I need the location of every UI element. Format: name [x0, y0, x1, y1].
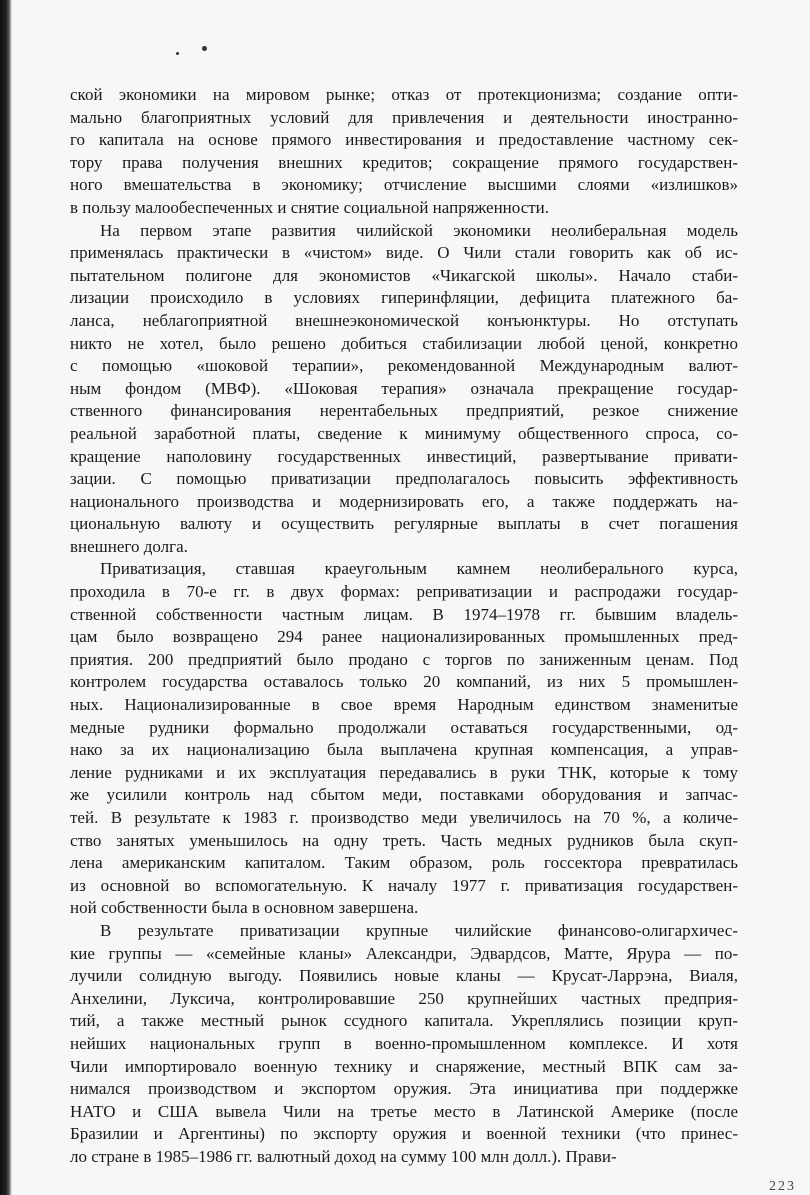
text-line: национального производства и модернизировать его, а также поддержать на- — [70, 491, 738, 511]
text-line: кращение наполовину государственных инвестиций, развертывание привати- — [70, 446, 738, 466]
text-line: Чили импортировало военную технику и снаряжение, местный ВПК сам за- — [70, 1056, 738, 1076]
paragraph — [70, 558, 738, 920]
text-line: цам было возвращено 294 ранее национализированных промышленных пред- — [70, 627, 738, 647]
text-line: НАТО и США вывела Чили на третье место в Латинской Америке (после — [70, 1101, 738, 1121]
text-line: приятия. 200 предприятий было продано с торгов по заниженным ценам. Под — [70, 649, 738, 669]
text-line: Анхелини, Луксича, контролировавшие 250 крупнейших частных предприя- — [70, 988, 738, 1008]
text-line: ной собственности была в основном завершена. — [70, 898, 419, 918]
text-line: пытательном полигоне для экономистов «Чикагской школы». Начало стаби- — [70, 265, 738, 285]
document-body — [70, 84, 738, 1169]
text-line: ных. Национализированные в свое время Народным единством знаменитые — [70, 695, 738, 715]
text-line: применялась практически в «чистом» виде. О Чили стали говорить как об ис- — [70, 243, 738, 263]
scan-speck — [176, 52, 179, 55]
text-line: циональную валюту и осуществить регулярные выплаты в счет погашения — [70, 514, 738, 534]
text-line: ской экономики на мировом рынке; отказ от протекционизма; создание опти- — [70, 85, 738, 104]
paragraph — [70, 84, 738, 220]
scan-speck — [202, 46, 207, 51]
text-line: ственной собственности частным лицам. В 1974–1978 гг. бывшим владель- — [70, 604, 738, 624]
text-line: нейших национальных групп в военно-промышленном комплексе. И хотя — [70, 1033, 738, 1053]
text-line: нимался производством и экспортом оружия. Эта инициатива при поддержке — [70, 1079, 738, 1099]
text-line: ло стране в 1985–1986 гг. валютный доход на сумму 100 млн долл.). Прави- — [70, 1146, 617, 1166]
text-line: тей. В результате к 1983 г. производство меди увеличилось на 70 %, а количе- — [70, 808, 738, 827]
text-line: кие группы — «семейные кланы» Александри, Эдвардсов, Матте, Ярура — по- — [70, 943, 738, 963]
text-line: лучили солидную выгоду. Появились новые кланы — Крусат-Ларрэна, Виаля, — [70, 966, 738, 986]
paragraph — [70, 920, 738, 1169]
text-line: го капитала на основе прямого инвестирования и предоставление частному сек- — [70, 130, 738, 150]
text-line: лена американским капиталом. Таким образом, роль госсектора превратилась — [70, 853, 738, 873]
text-line: Бразилии и Аргентины) по экспорту оружия и военной техники (что принес- — [70, 1124, 738, 1144]
text-line: ление рудниками и их эксплуатация передавались в руки ТНК, которые к тому — [70, 762, 738, 782]
text-line: В результате приватизации крупные чилийские финансово-олигархичес- — [100, 920, 738, 940]
text-line: тору права получения внешних кредитов; сокращение прямого государствен- — [70, 152, 738, 172]
text-line: внешнего долга. — [70, 536, 188, 556]
text-line: реальной заработной платы, сведение к минимуму общественного спроса, со- — [70, 423, 738, 443]
text-line: медные рудники формально продолжали оставаться государственными, од- — [70, 717, 738, 737]
text-line: из основной во вспомогательную. К началу 1977 г. приватизация государствен- — [70, 875, 738, 895]
scan-shadow-edge — [0, 0, 12, 1195]
paragraph — [70, 220, 738, 559]
page-number: 223 — [769, 1179, 796, 1194]
text-line: ным фондом (МВФ). «Шоковая терапия» означала прекращение государ- — [70, 378, 738, 398]
text-line: Приватизация, ставшая краеугольным камнем неолиберального курса, — [100, 559, 738, 579]
text-line: в пользу малообеспеченных и снятие социальной напряженности. — [70, 197, 550, 217]
text-line: нако за их национализацию была выплачена крупная компенсация, а управ- — [70, 740, 738, 760]
text-line: с помощью «шоковой терапии», рекомендованной Международным валют- — [70, 356, 738, 376]
text-line: лизации происходило в условиях гиперинфляции, дефицита платежного ба- — [70, 288, 738, 308]
text-line: На первом этапе развития чилийской экономики неолиберальная модель — [100, 220, 738, 240]
text-line: ного вмешательства в экономику; отчисление высшими слоями «излишков» — [70, 175, 738, 195]
text-line: никто не хотел, было решено добиться стабилизации любой ценой, конкретно — [70, 333, 738, 353]
text-line: контролем государства оставалось только 20 компаний, из них 5 промышлен- — [70, 672, 738, 692]
text-line: ланса, неблагоприятной внешнеэкономической конъюнктуры. Но отступать — [70, 310, 738, 330]
text-line: ственного финансирования нерентабельных предприятий, резкое снижение — [70, 401, 738, 421]
text-line: же усилили контроль над сбытом меди, поставками оборудования и запчас- — [70, 785, 738, 805]
text-line: ство занятых уменьшилось на одну треть. Часть медных рудников была скуп- — [70, 830, 738, 850]
text-line: мально благоприятных условий для привлечения и деятельности иностранно- — [70, 107, 738, 127]
text-line: проходила в 70-е гг. в двух формах: реприватизации и распродажи государ- — [70, 582, 738, 602]
text-line: зации. С помощью приватизации предполагалось повысить эффективность — [70, 469, 738, 489]
text-line: тий, а также местный рынок ссудного капитала. Укреплялись позиции круп- — [70, 1011, 738, 1031]
